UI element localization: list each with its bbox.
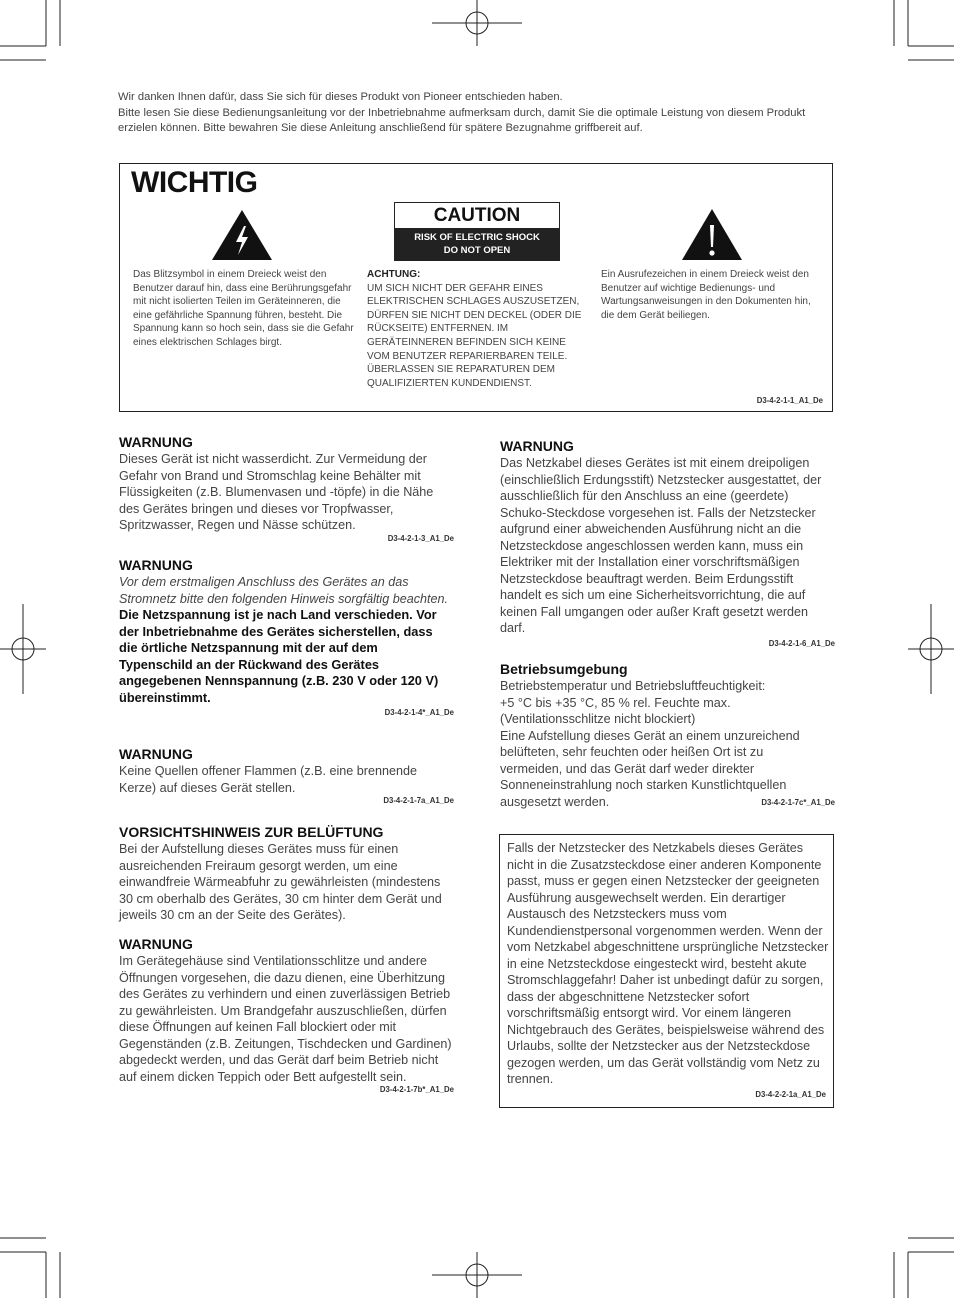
warning-plug-section (500, 438, 835, 648)
operating-environment-section (500, 661, 835, 807)
caution-label (394, 202, 560, 261)
intro-line-2: Bitte lesen Sie diese Bedienungsanleitung vor der Inbetriebnahme aufmerksam durch, damit Sie die optimale Leistung von diesem Produkt erzielen können. Bitte bewahren Sie diese Anleitung anschließend für spätere Bezugnahme griffbereit auf. (118, 106, 806, 134)
section-text: Das Netzkabel dieses Gerätes ist mit einem dreipoligen (einschließlich Erdungsstift) Netzstecker ausgestattet, der ausschließlich für den Anschluss an eine (geerdete) Schuko-Steckdose vorgesehen ist. Falls der Netzstecker aufgrund einer abweichenden Ausführung nicht an die Netzsteckdose angeschlossen werden kann, muss ein Elektriker mit der Installation einer vorschriftsmäßigen Netzsteckdose beauftragt werden. Beim Erdungsstift handelt es sich um eine Sicherheitsvorrichtung, die auf keinen Fall umgangen oder außer Kraft gesetzt werden darf. (500, 456, 822, 635)
section-code: D3-4-2-1-3_A1_De (387, 533, 454, 543)
section-code: D3-4-2-1-4*_A1_De (384, 708, 454, 717)
section-text: Eine Aufstellung dieses Gerät an einem unzureichend belüfteten, sehr feuchten oder heißen Ort ist zu vermeiden, und das Gerät darf weder direkter Sonneneinstrahlung noch starken Kunstlichtquellen ausgesetzt werden. (500, 728, 800, 809)
section-heading: WARNUNG (500, 438, 574, 454)
wichtig-title: WICHTIG (131, 166, 258, 199)
section-code: D3-4-2-1-7b*_A1_De (379, 1085, 454, 1094)
environment-line-3: (Ventilationsschlitze nicht blockiert) (500, 712, 696, 726)
plug-replacement-box (499, 834, 834, 1108)
warning-openings-section (119, 936, 454, 1094)
caution-title: CAUTION (433, 205, 521, 226)
exclamation-description: Ein Ausrufezeichen in einem Dreieck weist den Benutzer auf wichtige Bedienungs- und Wartungsanweisungen in den Dokumenten hin, die dem Gerät beiliegen. (601, 269, 811, 321)
section-heading: WARNUNG (119, 557, 193, 573)
ventilation-section (119, 824, 454, 924)
box-text: Falls der Netzstecker des Netzkabels dieses Gerätes nicht in die Zusatzsteckdose einer anderen Komponente passt, muss er gegen einen Netzstecker der geeigneten Ausführung ausgewechselt werden. Ein derartiger Austausch des Netzsteckers muss vom Kundendienstpersonal vorgenommen werden. Wenn der vom Netzkabel abgeschnittene ursprüngliche Netzstecker in eine Netzsteckdose eingesteckt wird, besteht akute Stromschlaggefahr! Daher ist unbedingt dafür zu sorgen, dass der abgeschnittene Netzstecker sofort vorschriftsmäßig entsorgt wird. Vor einem längeren Nichtgebrauch des Gerätes, beispielsweise während des Urlaubs, sollte der Netzstecker aus der Netzsteckdose gezogen werden, um das Gerät vollständig vom Netz zu trennen. (507, 841, 829, 1086)
section-heading: WARNUNG (119, 434, 193, 450)
section-text: Bei der Aufstellung dieses Gerätes muss für einen ausreichenden Freiraum gesorgt werden, um eine einwandfreie Wärmeabfuhr zu gewährleisten (mindestens 30 cm oberhalb des Gerätes, 30 cm hinter dem Gerät und jeweils 30 cm an der Seite des Gerätes). (119, 842, 442, 922)
warning-flame-section (119, 746, 454, 805)
section-code: D3-4-2-1-7a_A1_De (383, 796, 454, 805)
warning-water-section (119, 434, 454, 543)
wichtig-box (119, 163, 833, 412)
exclamation-warning-icon (680, 207, 744, 262)
section-heading: WARNUNG (119, 746, 193, 762)
box-code: D3-4-2-2-1a_A1_De (755, 1090, 826, 1099)
lightning-warning-icon (210, 208, 274, 262)
section-code: D3-4-2-1-7c*_A1_De (761, 798, 835, 807)
intro-text (118, 90, 823, 137)
section-text: Dieses Gerät ist nicht wasserdicht. Zur Vermeidung der Gefahr von Brand und Stromschlag keine Behälter mit Flüssigkeiten (z.B. Blumenvasen und -töpfe) in die Nähe des Gerätes bringen und dieses vor Tropfwasser, Spritzwasser, Regen und Nässe schützen. (119, 452, 434, 532)
intro-line-1: Wir danken Ihnen dafür, dass Sie sich für dieses Produkt von Pioneer entschieden haben. (118, 91, 563, 103)
achtung-text: UM SICH NICHT DER GEFAHR EINES ELEKTRISCHEN SCHLAGES AUSZUSETZEN, DÜRFEN SIE NICHT DEN DECKEL (ODER DIE RÜCKSEITE) ENTFERNEN. IM GERÄTEINNEREN BEFINDEN SICH KEINE VOM BENUTZER REPARIERBAREN TEILE. ÜBERLASSEN SIE REPARATUREN DEM QUALIFIZIERTEN KUNDENDIENST. (367, 282, 582, 389)
caution-line-1: RISK OF ELECTRIC SHOCK (414, 232, 540, 243)
section-heading: Betriebsumgebung (500, 661, 628, 677)
caution-line-2: DO NOT OPEN (443, 245, 511, 256)
section-italic-text: Vor dem erstmaligen Anschluss des Gerätes an das Stromnetz bitte den folgenden Hinweis sorgfältig beachten. (119, 575, 449, 606)
environment-line-1: Betriebstemperatur und Betriebsluftfeuchtigkeit: (500, 679, 766, 693)
achtung-label: ACHTUNG: (367, 269, 421, 280)
section-heading: VORSICHTSHINWEIS ZUR BELÜFTUNG (119, 824, 384, 840)
environment-line-2: +5 °C bis +35 °C, 85 % rel. Feuchte max. (500, 695, 731, 710)
lightning-description: Das Blitzsymbol in einem Dreieck weist den Benutzer darauf hin, dass eine Berührungsgefahr mit nicht isolierten Teilen im Geräteinneren, die eine gefährliche Spannung führen, besteht. Die Spannung kann so hoch sein, dass sie die Gefahr eines elektrischen Schlages birgt. (133, 269, 354, 348)
warning-voltage-section (119, 557, 454, 717)
section-heading: WARNUNG (119, 936, 193, 952)
wichtig-code: D3-4-2-1-1_A1_De (756, 396, 823, 405)
section-text: Keine Quellen offener Flammen (z.B. eine brennende Kerze) auf dieses Gerät stellen. (119, 764, 418, 795)
section-bold-text: Die Netzspannung ist je nach Land verschieden. Vor der Inbetriebnahme des Gerätes sicherstellen, dass die örtliche Netzspannung mit der auf dem Typenschild an der Rückwand des Gerätes angegebenen Nennspannung (z.B. 230 V oder 120 V) übereinstimmt. (119, 607, 439, 705)
section-code: D3-4-2-1-6_A1_De (768, 638, 835, 648)
achtung-block (367, 268, 589, 390)
caution-banner (395, 228, 559, 260)
section-text: Im Gerätegehäuse sind Ventilationsschlitze und andere Öffnungen vorgesehen, die dazu dienen, eine Überhitzung des Gerätes zu verhindern und einen zuverlässigen Betrieb zu gewährleisten. Um Brandgefahr auszuschließen, dürfen diese Öffnungen auf keinen Fall blockiert oder mit Gegenständen (z.B. Zeitungen, Tischdecken und Gardinen) abgedeckt werden, und das Gerät darf beim Betrieb nicht auf einem dicken Teppich oder Bett aufgestellt sein. (119, 954, 452, 1084)
